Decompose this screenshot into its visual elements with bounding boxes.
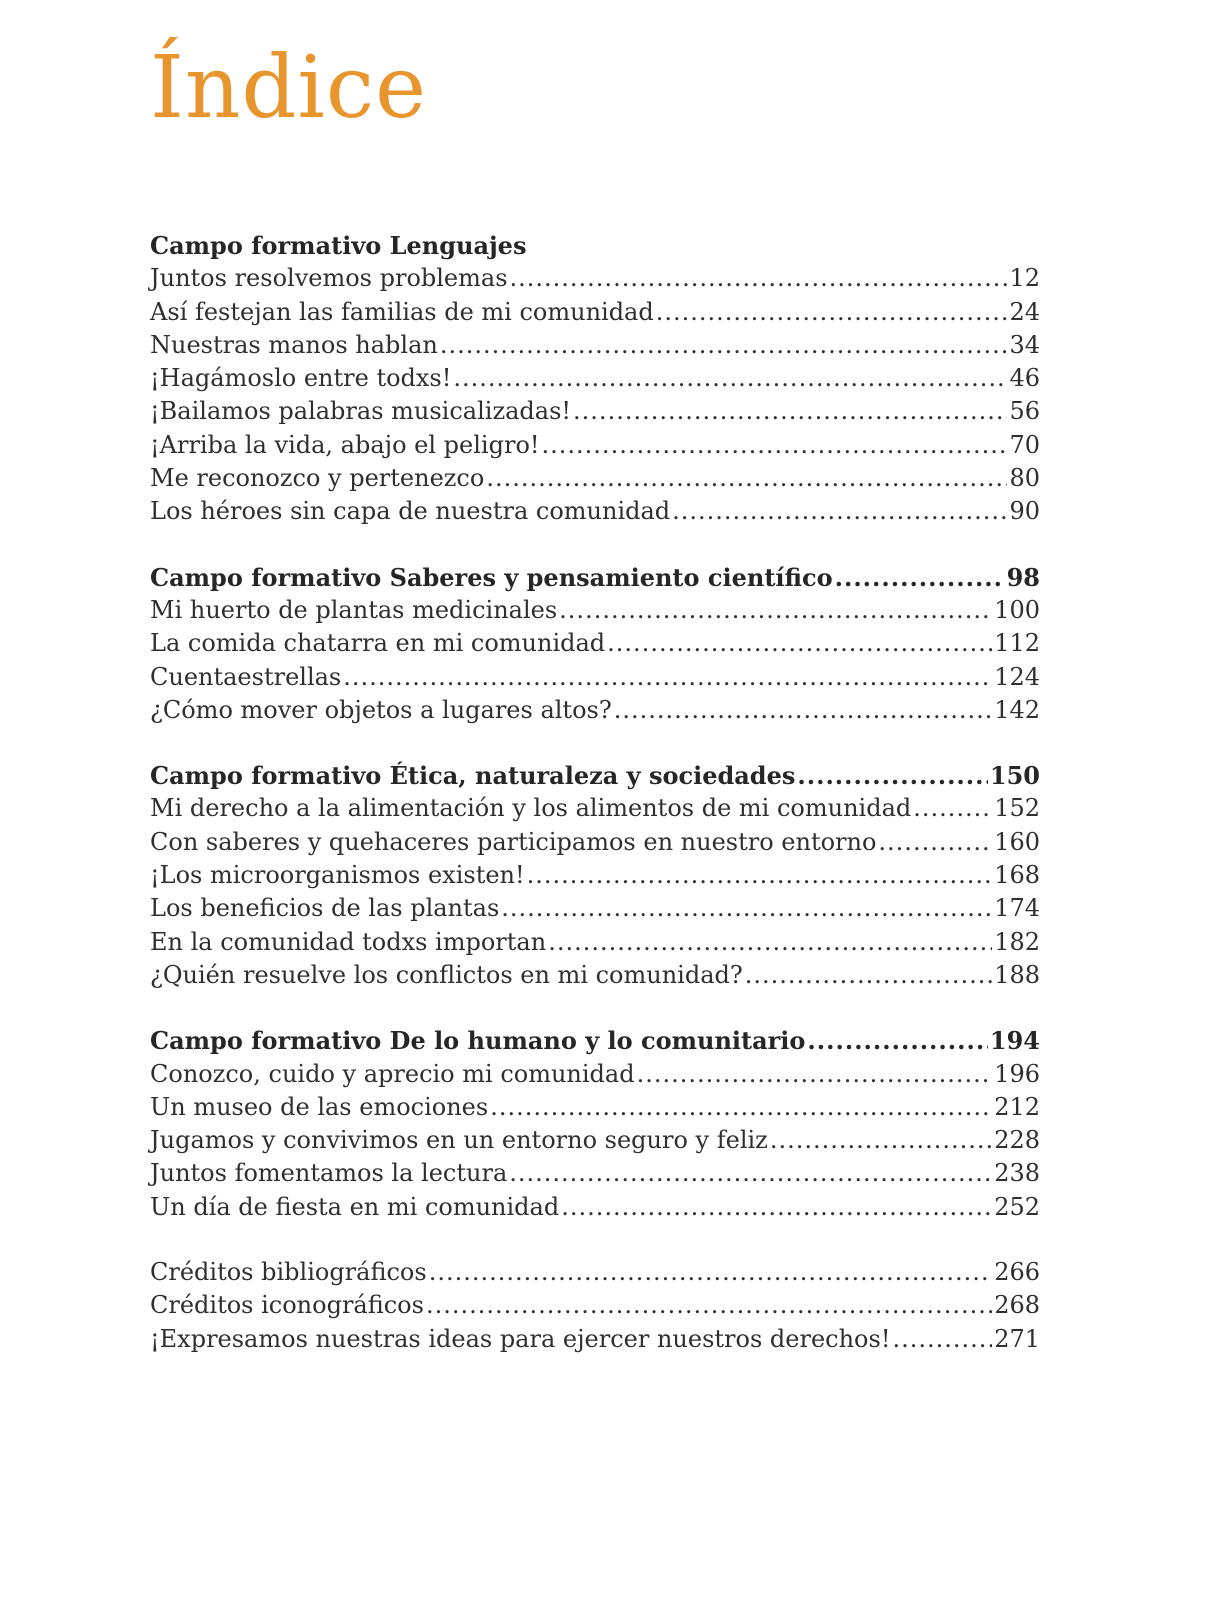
dot-leader: [559, 594, 992, 627]
dot-leader: [614, 694, 992, 727]
dot-leader: [637, 1058, 993, 1091]
toc-entry[interactable]: [150, 694, 1040, 727]
toc-entry-label: Un día de fiesta en mi comunidad: [150, 1192, 560, 1221]
table-of-contents: [150, 229, 1040, 1356]
section-heading[interactable]: [150, 759, 1040, 792]
dot-leader: [745, 959, 992, 992]
toc-entry[interactable]: [150, 362, 1040, 395]
toc-entry[interactable]: [150, 892, 1040, 925]
dot-leader: [429, 1256, 993, 1289]
toc-entry[interactable]: [150, 462, 1040, 495]
page-number: 212: [994, 1092, 1040, 1121]
toc-entry-label: Conozco, cuido y aprecio mi comunidad: [150, 1059, 635, 1088]
page-number: 252: [994, 1192, 1040, 1221]
toc-entry[interactable]: [150, 826, 1040, 859]
toc-entry-label: Nuestras manos hablan: [150, 330, 438, 359]
page-number: 46: [1009, 364, 1040, 393]
toc-entry-label: Juntos resolvemos problemas: [150, 264, 508, 293]
page-number: 142: [994, 695, 1040, 724]
page-number: 152: [994, 794, 1040, 823]
toc-entry-label: ¡Los microorganismos existen!: [150, 861, 525, 890]
toc-entry-label: La comida chatarra en mi comunidad: [150, 629, 606, 658]
toc-entry-label: Mi huerto de plantas medicinales: [150, 595, 558, 624]
page-number: 160: [994, 827, 1040, 856]
page-number: 182: [994, 927, 1040, 956]
dot-leader: [835, 561, 1005, 594]
page-number: 168: [994, 861, 1040, 890]
page-number: 194: [989, 1026, 1040, 1056]
toc-entry-label: Jugamos y convivimos en un entorno seguro y feliz: [150, 1126, 768, 1155]
toc-entry[interactable]: [150, 926, 1040, 959]
page-number: 268: [994, 1291, 1040, 1320]
dot-leader: [607, 627, 992, 660]
page-number: 70: [1009, 430, 1040, 459]
toc-entry-label: Cuentaestrellas: [150, 662, 342, 691]
toc-entry[interactable]: [150, 1124, 1040, 1157]
toc-entry[interactable]: [150, 1256, 1040, 1289]
toc-entry-label: Los héroes sin capa de nuestra comunidad: [150, 497, 671, 526]
toc-entry-label: En la comunidad todxs importan: [150, 927, 547, 956]
dot-leader: [486, 462, 1007, 495]
toc-section: [150, 1256, 1040, 1356]
page-number: 90: [1009, 497, 1040, 526]
dot-leader: [548, 926, 992, 959]
page-number: 124: [994, 662, 1040, 691]
toc-entry[interactable]: [150, 627, 1040, 660]
dot-leader: [542, 429, 1008, 462]
toc-entry-label: Con saberes y quehaceres participamos en nuestro entorno: [150, 827, 877, 856]
toc-entry[interactable]: [150, 1323, 1040, 1356]
section-heading[interactable]: [150, 229, 1040, 262]
page-number: 174: [994, 894, 1040, 923]
toc-section: [150, 229, 1040, 529]
page-number: 238: [994, 1159, 1040, 1188]
toc-entry[interactable]: [150, 594, 1040, 627]
dot-leader: [770, 1124, 992, 1157]
toc-entry-label: Créditos bibliográficos: [150, 1258, 427, 1287]
dot-leader: [501, 892, 992, 925]
page-number: 56: [1009, 397, 1040, 426]
page-number: 271: [994, 1324, 1040, 1353]
page-number: 266: [994, 1258, 1040, 1287]
toc-entry-label: ¿Cómo mover objetos a lugares altos?: [150, 695, 612, 724]
toc-section: [150, 759, 1040, 992]
toc-entry[interactable]: [150, 1091, 1040, 1124]
section-heading-label: Campo formativo Saberes y pensamiento científico: [150, 562, 833, 592]
section-heading[interactable]: [150, 1024, 1040, 1057]
toc-entry-label: ¡Expresamos nuestras ideas para ejercer nuestros derechos!: [150, 1324, 891, 1353]
toc-entry-label: ¡Bailamos palabras musicalizadas!: [150, 397, 572, 426]
page-number: 188: [994, 960, 1040, 989]
toc-entry[interactable]: [150, 495, 1040, 528]
dot-leader: [561, 1191, 992, 1224]
section-heading[interactable]: [150, 561, 1040, 594]
toc-entry[interactable]: [150, 1191, 1040, 1224]
dot-leader: [440, 329, 1008, 362]
page-number: 112: [994, 629, 1040, 658]
page-number: 150: [989, 761, 1040, 791]
dot-leader: [527, 859, 993, 892]
toc-entry-label: Así festejan las familias de mi comunidad: [150, 297, 654, 326]
page-number: 98: [1006, 562, 1040, 592]
toc-entry[interactable]: [150, 859, 1040, 892]
toc-section: [150, 561, 1040, 727]
toc-entry[interactable]: [150, 296, 1040, 329]
dot-leader: [509, 1157, 992, 1190]
page-title: Índice: [150, 38, 427, 138]
dot-leader: [656, 296, 1008, 329]
toc-entry[interactable]: [150, 1289, 1040, 1322]
toc-entry-label: Los beneficios de las plantas: [150, 894, 500, 923]
toc-entry-label: ¡Arriba la vida, abajo el peligro!: [150, 430, 540, 459]
section-heading-label: Campo formativo De lo humano y lo comunitario: [150, 1026, 806, 1056]
toc-entry[interactable]: [150, 429, 1040, 462]
page-number: 100: [994, 595, 1040, 624]
dot-leader: [490, 1091, 992, 1124]
page-number: 34: [1009, 330, 1040, 359]
toc-entry[interactable]: [150, 1058, 1040, 1091]
dot-leader: [343, 661, 992, 694]
toc-entry-label: ¿Quién resuelve los conflictos en mi comunidad?: [150, 960, 743, 989]
section-heading-label: Campo formativo Ética, naturaleza y sociedades: [150, 761, 796, 791]
dot-leader: [892, 1323, 992, 1356]
toc-entry[interactable]: [150, 395, 1040, 428]
toc-entry-label: Un museo de las emociones: [150, 1092, 489, 1121]
toc-entry-label: Me reconozco y pertenezco: [150, 464, 485, 493]
toc-entry[interactable]: [150, 792, 1040, 825]
section-heading-label: Campo formativo Lenguajes: [150, 231, 527, 260]
toc-entry-label: Créditos iconográficos: [150, 1291, 424, 1320]
dot-leader: [807, 1024, 987, 1057]
dot-leader: [426, 1289, 992, 1322]
dot-leader: [672, 495, 1007, 528]
toc-entry[interactable]: [150, 959, 1040, 992]
page-number: 196: [994, 1059, 1040, 1088]
toc-entry[interactable]: [150, 329, 1040, 362]
page-number: 24: [1009, 297, 1040, 326]
dot-leader: [453, 362, 1007, 395]
page-number: 80: [1009, 464, 1040, 493]
page-number: 228: [994, 1126, 1040, 1155]
dot-leader: [510, 262, 1008, 295]
toc-entry-label: ¡Hagámoslo entre todxs!: [150, 364, 452, 393]
toc-entry[interactable]: [150, 661, 1040, 694]
dot-leader: [797, 759, 988, 792]
toc-entry-label: Juntos fomentamos la lectura: [150, 1159, 508, 1188]
dot-leader: [913, 792, 992, 825]
page-number: 12: [1009, 264, 1040, 293]
dot-leader: [878, 826, 992, 859]
dot-leader: [573, 395, 1007, 428]
toc-entry[interactable]: [150, 262, 1040, 295]
toc-entry-label: Mi derecho a la alimentación y los alimentos de mi comunidad: [150, 794, 912, 823]
toc-section: [150, 1024, 1040, 1224]
toc-entry[interactable]: [150, 1157, 1040, 1190]
